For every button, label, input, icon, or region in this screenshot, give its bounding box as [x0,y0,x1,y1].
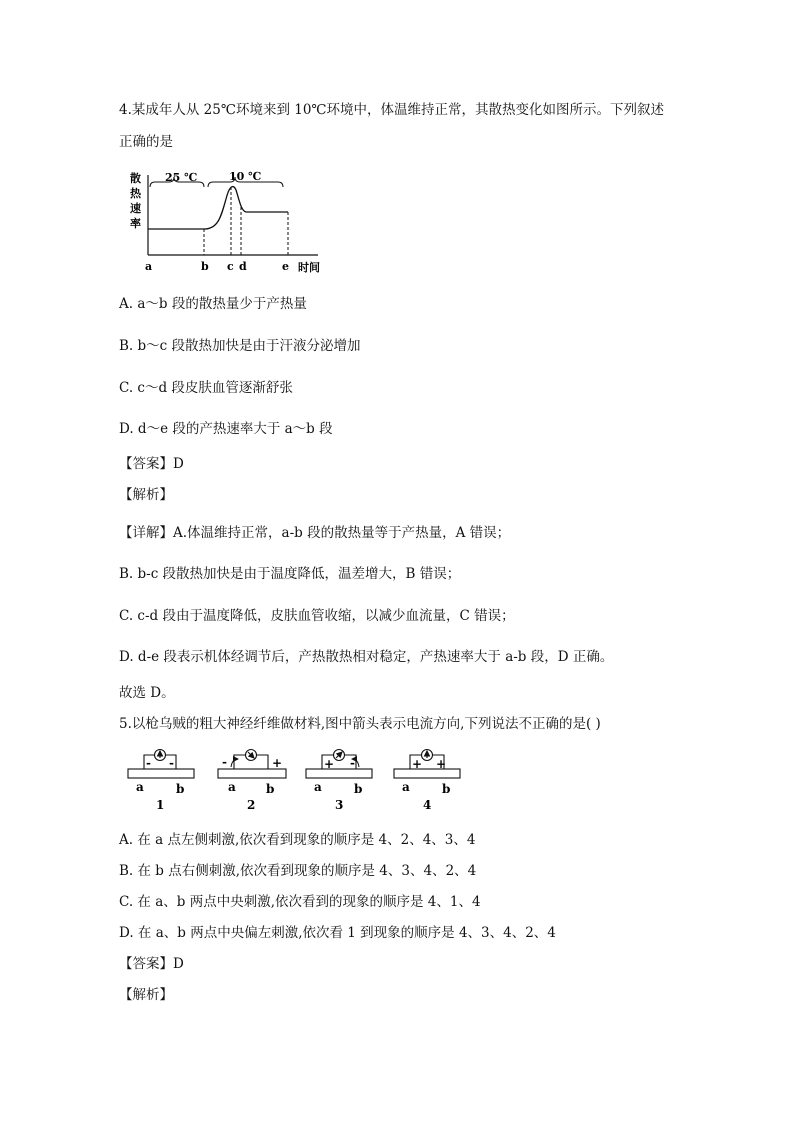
q4-analysis-label: 【解析】 [119,487,173,503]
label-a: a [314,780,322,794]
x-tick: a [145,260,153,273]
label-b: b [266,782,275,796]
sign-left: + [324,757,335,771]
x-tick: b [201,260,209,273]
region-25-label: 25 ℃ [165,171,198,184]
panel-3 [306,750,372,813]
label-b: b [442,782,451,796]
q5-option-d: D. 在 a、b 两点中央偏左刺激,依次看 1 到现象的顺序是 4、3、4、2、4 [119,925,556,941]
panel-number: 3 [335,798,344,812]
sign-left: - [146,756,151,770]
q5-stem: 5.以枪乌贼的粗大神经纤维做材料,图中箭头表示电流方向,下列说法不正确的是( ) [119,716,601,732]
q4-explanation-1: 【详解】A.体温维持正常，a-b 段的散热量等于产热量，A 错误； [119,525,511,541]
q4-answer: 【答案】D [119,456,184,472]
sign-left: - [222,755,227,769]
panel-1 [128,750,194,813]
q4-option-d: D. d～e 段的产热速率大于 a～b 段 [119,421,333,437]
q4-stem-line2: 正确的是 [119,134,173,150]
q4-explanation-4: D. d-e 段表示机体经调节后，产热散热相对稳定，产热速率大于 a-b 段，D 正确。 [119,649,614,665]
q5-option-c: C. 在 a、b 两点中央刺激,依次看到的现象的顺序是 4、1、4 [119,894,481,910]
x-axis-label: 时间 [298,261,320,274]
sign-left: + [412,757,423,771]
panel-2 [218,750,286,813]
q5-analysis-label: 【解析】 [119,987,173,1003]
x-tick: d [239,260,247,273]
ylabel-char: 率 [130,217,141,230]
q4-explanation-3: C. c-d 段由于温度降低，皮肤血管收缩，以减少血流量，C 错误； [119,608,515,624]
sign-right: + [272,756,283,770]
q4-option-b: B. b～c 段散热加快是由于汗液分泌增加 [119,338,361,354]
sign-right: - [169,756,174,770]
panel-number: 1 [156,798,165,812]
region-10-label: 10 ℃ [229,170,262,183]
sign-right: - [350,756,355,770]
panel-number: 4 [423,798,432,812]
label-a: a [402,780,410,794]
q5-answer: 【答案】D [119,956,184,972]
panel-number: 2 [247,798,256,812]
x-tick: e [282,260,289,273]
ylabel-char: 散 [130,172,141,185]
sign-right: + [436,757,447,771]
q4-conclusion: 故选 D。 [119,685,175,701]
label-b: b [176,782,185,796]
q4-option-a: A. a～b 段的散热量少于产热量 [119,296,307,312]
label-a: a [228,780,236,794]
dissipation-curve [148,187,288,229]
q4-stem-line1: 4.某成年人从 25℃环境来到 10℃环境中，体温维持正常，其散热变化如图所示。下列叙述 [119,102,665,118]
x-tick: c [227,260,234,273]
ylabel-char: 热 [130,187,141,200]
ylabel-char: 速 [130,202,141,215]
q4-heat-dissipation-graph [118,165,338,277]
q4-explanation-2: B. b-c 段散热加快是由于温度降低，温差增大，B 错误； [119,566,461,582]
label-b: b [354,782,363,796]
label-a: a [136,780,144,794]
q5-option-a: A. 在 a 点左侧刺激,依次看到现象的顺序是 4、2、4、3、4 [119,832,476,848]
q5-option-b: B. 在 b 点右侧刺激,依次看到现象的顺序是 4、3、4、2、4 [119,863,477,879]
panel-4 [394,750,460,813]
q4-option-c: C. c～d 段皮肤血管逐渐舒张 [119,380,293,396]
q5-nerve-fiber-figure [126,745,466,815]
